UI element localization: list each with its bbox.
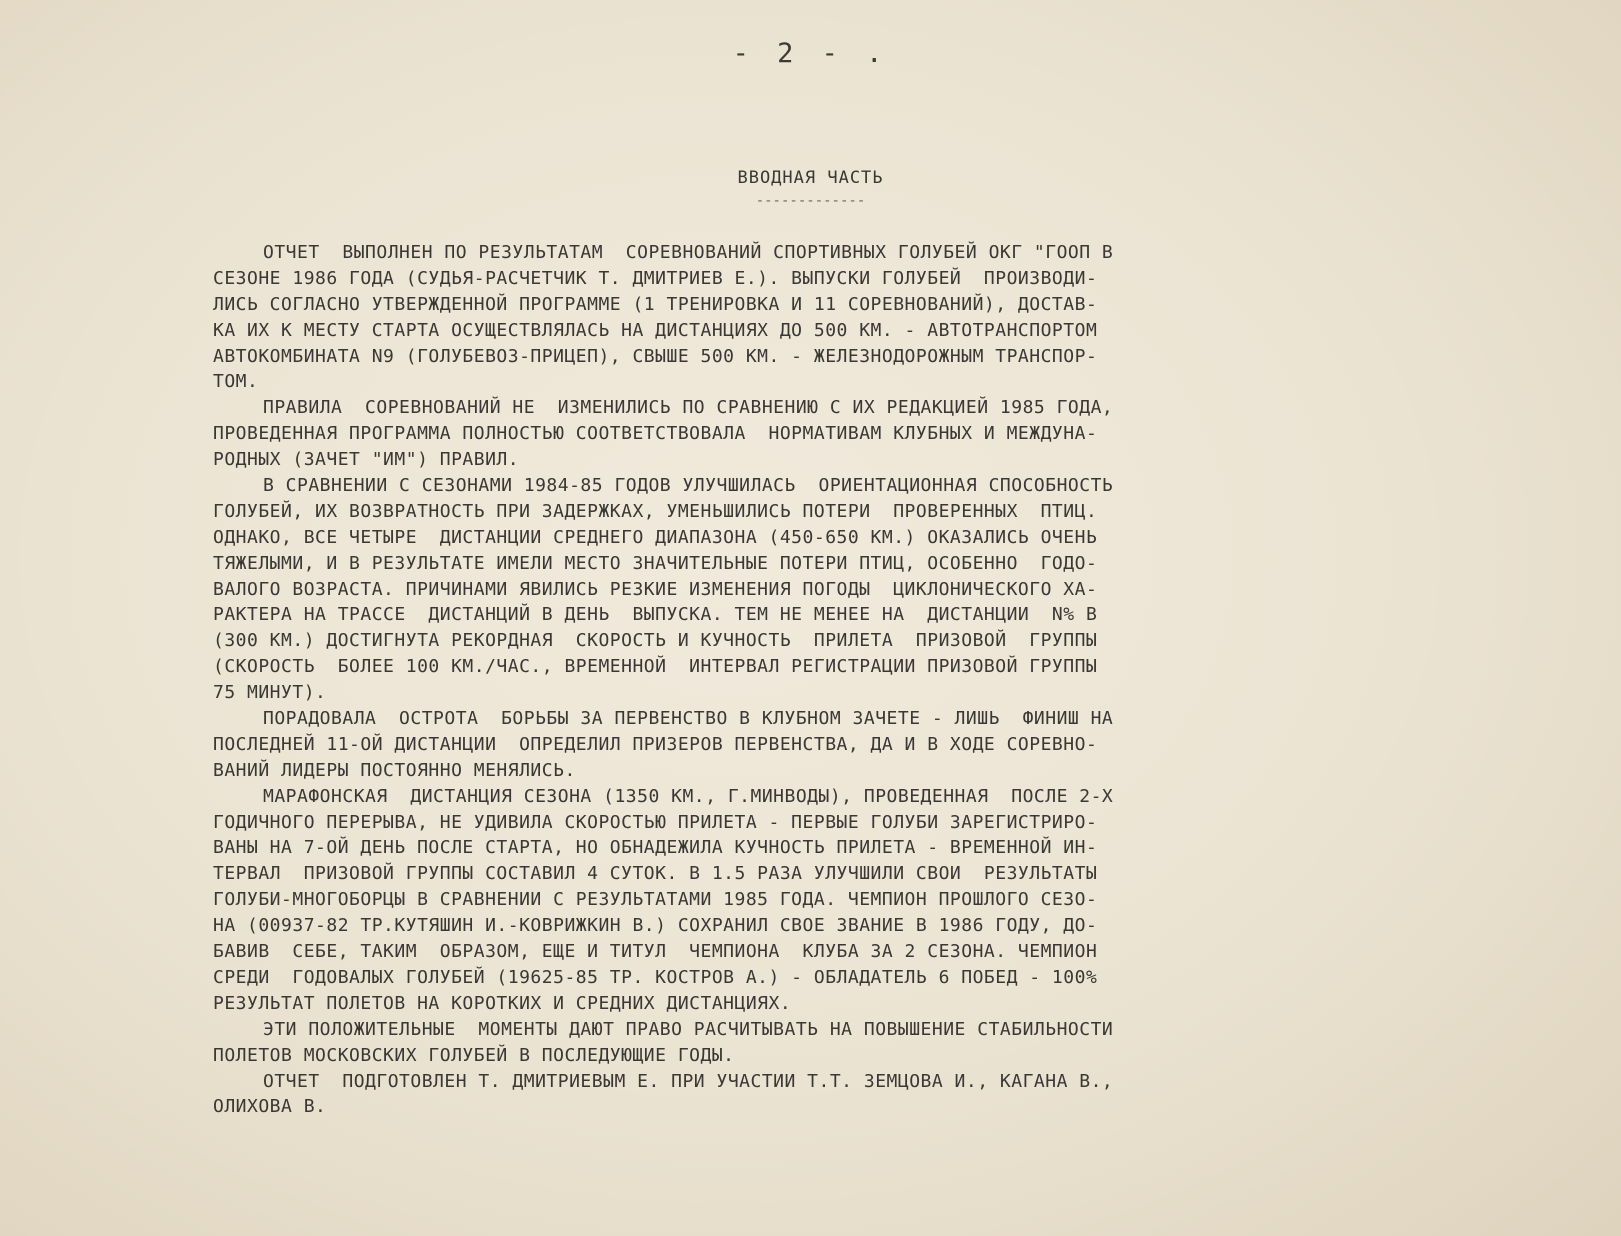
text-line: СРЕДИ ГОДОВАЛЫХ ГОЛУБЕЙ (19625-85 ТР. КОСТРОВ А.) - ОБЛАДАТЕЛЬ 6 ПОБЕД - 100%	[213, 966, 1098, 988]
text-line: ПРОВЕДЕННАЯ ПРОГРАММА ПОЛНОСТЬЮ СООТВЕТСТВОВАЛА НОРМАТИВАМ КЛУБНЫХ И МЕЖДУНА-	[213, 423, 1098, 445]
text-line: ПОРАДОВАЛА ОСТРОТА БОРЬБЫ ЗА ПЕРВЕНСТВО В КЛУБНОМ ЗАЧЕТЕ - ЛИШЬ ФИНИШ НА	[263, 708, 1114, 730]
text-line: ВАЛОГО ВОЗРАСТА. ПРИЧИНАМИ ЯВИЛИСЬ РЕЗКИЕ ИЗМЕНЕНИЯ ПОГОДЫ ЦИКЛОНИЧЕСКОГО ХА-	[213, 578, 1098, 600]
page-number: - 2 - .	[732, 38, 889, 69]
text-line: ГОДИЧНОГО ПЕРЕРЫВА, НЕ УДИВИЛА СКОРОСТЬЮ ПРИЛЕТА - ПЕРВЫЕ ГОЛУБИ ЗАРЕГИСТРИРО-	[213, 811, 1098, 833]
text-line: РАКТЕРА НА ТРАССЕ ДИСТАНЦИЙ В ДЕНЬ ВЫПУСКА. ТЕМ НЕ МЕНЕЕ НА ДИСТАНЦИИ N% В	[213, 604, 1098, 626]
report-body	[213, 240, 1453, 1120]
text-line: КА ИХ К МЕСТУ СТАРТА ОСУЩЕСТВЛЯЛАСЬ НА ДИСТАНЦИЯХ ДО 500 КМ. - АВТОТРАНСПОРТОМ	[213, 319, 1098, 341]
text-line: ТОМ.	[213, 371, 259, 393]
text-line: РЕЗУЛЬТАТ ПОЛЕТОВ НА КОРОТКИХ И СРЕДНИХ ДИСТАНЦИЯХ.	[213, 992, 792, 1014]
text-line: ПОСЛЕДНЕЙ 11-ОЙ ДИСТАНЦИИ ОПРЕДЕЛИЛ ПРИЗЕРОВ ПЕРВЕНСТВА, ДА И В ХОДЕ СОРЕВНО-	[213, 733, 1098, 755]
text-line: НА (00937-82 ТР.КУТЯШИН И.-КОВРИЖКИН В.) СОХРАНИЛ СВОЕ ЗВАНИЕ В 1986 ГОДУ, ДО-	[213, 915, 1098, 937]
text-line: ОТЧЕТ ВЫПОЛНЕН ПО РЕЗУЛЬТАТАМ СОРЕВНОВАНИЙ СПОРТИВНЫХ ГОЛУБЕЙ ОКГ "ГООП В	[263, 242, 1114, 263]
text-line: В СРАВНЕНИИ С СЕЗОНАМИ 1984-85 ГОДОВ УЛУЧШИЛАСЬ ОРИЕНТАЦИОННАЯ СПОСОБНОСТЬ	[263, 475, 1114, 497]
text-line: ГОЛУБИ-МНОГОБОРЦЫ В СРАВНЕНИИ С РЕЗУЛЬТАТАМИ 1985 ГОДА. ЧЕМПИОН ПРОШЛОГО СЕЗО-	[213, 889, 1098, 911]
text-line: ОЛИХОВА В.	[213, 1096, 327, 1118]
text-line: ОТЧЕТ ПОДГОТОВЛЕН Т. ДМИТРИЕВЫМ Е. ПРИ УЧАСТИИ Т.Т. ЗЕМЦОВА И., КАГАНА В.,	[263, 1070, 1114, 1092]
heading-underline: -------------	[755, 193, 866, 209]
text-line: ТЕРВАЛ ПРИЗОВОЙ ГРУППЫ СОСТАВИЛ 4 СУТОК. В 1.5 РАЗА УЛУЧШИЛИ СВОИ РЕЗУЛЬТАТЫ	[213, 863, 1098, 885]
text-line: СЕЗОНЕ 1986 ГОДА (СУДЬЯ-РАСЧЕТЧИК Т. ДМИТРИЕВ Е.). ВЫПУСКИ ГОЛУБЕЙ ПРОИЗВОДИ-	[213, 267, 1098, 289]
text-line: ВАНЫ НА 7-ОЙ ДЕНЬ ПОСЛЕ СТАРТА, НО ОБНАДЕЖИЛА КУЧНОСТЬ ПРИЛЕТА - ВРЕМЕННОЙ ИН-	[213, 837, 1098, 859]
text-line: ОДНАКО, ВСЕ ЧЕТЫРЕ ДИСТАНЦИИ СРЕДНЕГО ДИАПАЗОНА (450-650 КМ.) ОКАЗАЛИСЬ ОЧЕНЬ	[213, 526, 1098, 548]
text-line: БАВИВ СЕБЕ, ТАКИМ ОБРАЗОМ, ЕЩЕ И ТИТУЛ ЧЕМПИОНА КЛУБА ЗА 2 СЕЗОНА. ЧЕМПИОН	[213, 941, 1098, 963]
text-line: ГОЛУБЕЙ, ИХ ВОЗВРАТНОСТЬ ПРИ ЗАДЕРЖКАХ, УМЕНЬШИЛИСЬ ПОТЕРИ ПРОВЕРЕННЫХ ПТИЦ.	[213, 500, 1098, 522]
section-heading: ВВОДНАЯ ЧАСТЬ	[737, 168, 884, 188]
text-line: ПРАВИЛА СОРЕВНОВАНИЙ НЕ ИЗМЕНИЛИСЬ ПО СРАВНЕНИЮ С ИХ РЕДАКЦИЕЙ 1985 ГОДА,	[263, 397, 1114, 419]
text-line: (СКОРОСТЬ БОЛЕЕ 100 КМ./ЧАС., ВРЕМЕННОЙ ИНТЕРВАЛ РЕГИСТРАЦИИ ПРИЗОВОЙ ГРУППЫ	[213, 656, 1098, 678]
text-line: АВТОКОМБИНАТА N9 (ГОЛУБЕВОЗ-ПРИЦЕП), СВЫШЕ 500 КМ. - ЖЕЛЕЗНОДОРОЖНЫМ ТРАНСПОР-	[213, 345, 1098, 367]
text-line: (300 КМ.) ДОСТИГНУТА РЕКОРДНАЯ СКОРОСТЬ И КУЧНОСТЬ ПРИЛЕТА ПРИЗОВОЙ ГРУППЫ	[213, 630, 1098, 652]
text-line: РОДНЫХ (ЗАЧЕТ "ИМ") ПРАВИЛ.	[213, 449, 520, 471]
text-line: ЛИСЬ СОГЛАСНО УТВЕРЖДЕННОЙ ПРОГРАММЕ (1 ТРЕНИРОВКА И 11 СОРЕВНОВАНИЙ), ДОСТАВ-	[213, 293, 1098, 315]
text-line: ТЯЖЕЛЫМИ, И В РЕЗУЛЬТАТЕ ИМЕЛИ МЕСТО ЗНАЧИТЕЛЬНЫЕ ПОТЕРИ ПТИЦ, ОСОБЕННО ГОДО-	[213, 552, 1098, 574]
text-line: 75 МИНУТ).	[213, 682, 327, 704]
text-line: ПОЛЕТОВ МОСКОВСКИХ ГОЛУБЕЙ В ПОСЛЕДУЮЩИЕ ГОДЫ.	[213, 1044, 735, 1066]
text-line: МАРАФОНСКАЯ ДИСТАНЦИЯ СЕЗОНА (1350 КМ., Г.МИНВОДЫ), ПРОВЕДЕННАЯ ПОСЛЕ 2-Х	[263, 785, 1114, 807]
text-line: ЭТИ ПОЛОЖИТЕЛЬНЫЕ МОМЕНТЫ ДАЮТ ПРАВО РАСЧИТЫВАТЬ НА ПОВЫШЕНИЕ СТАБИЛЬНОСТИ	[263, 1018, 1114, 1040]
text-line: ВАНИЙ ЛИДЕРЫ ПОСТОЯННО МЕНЯЛИСЬ.	[213, 759, 576, 781]
